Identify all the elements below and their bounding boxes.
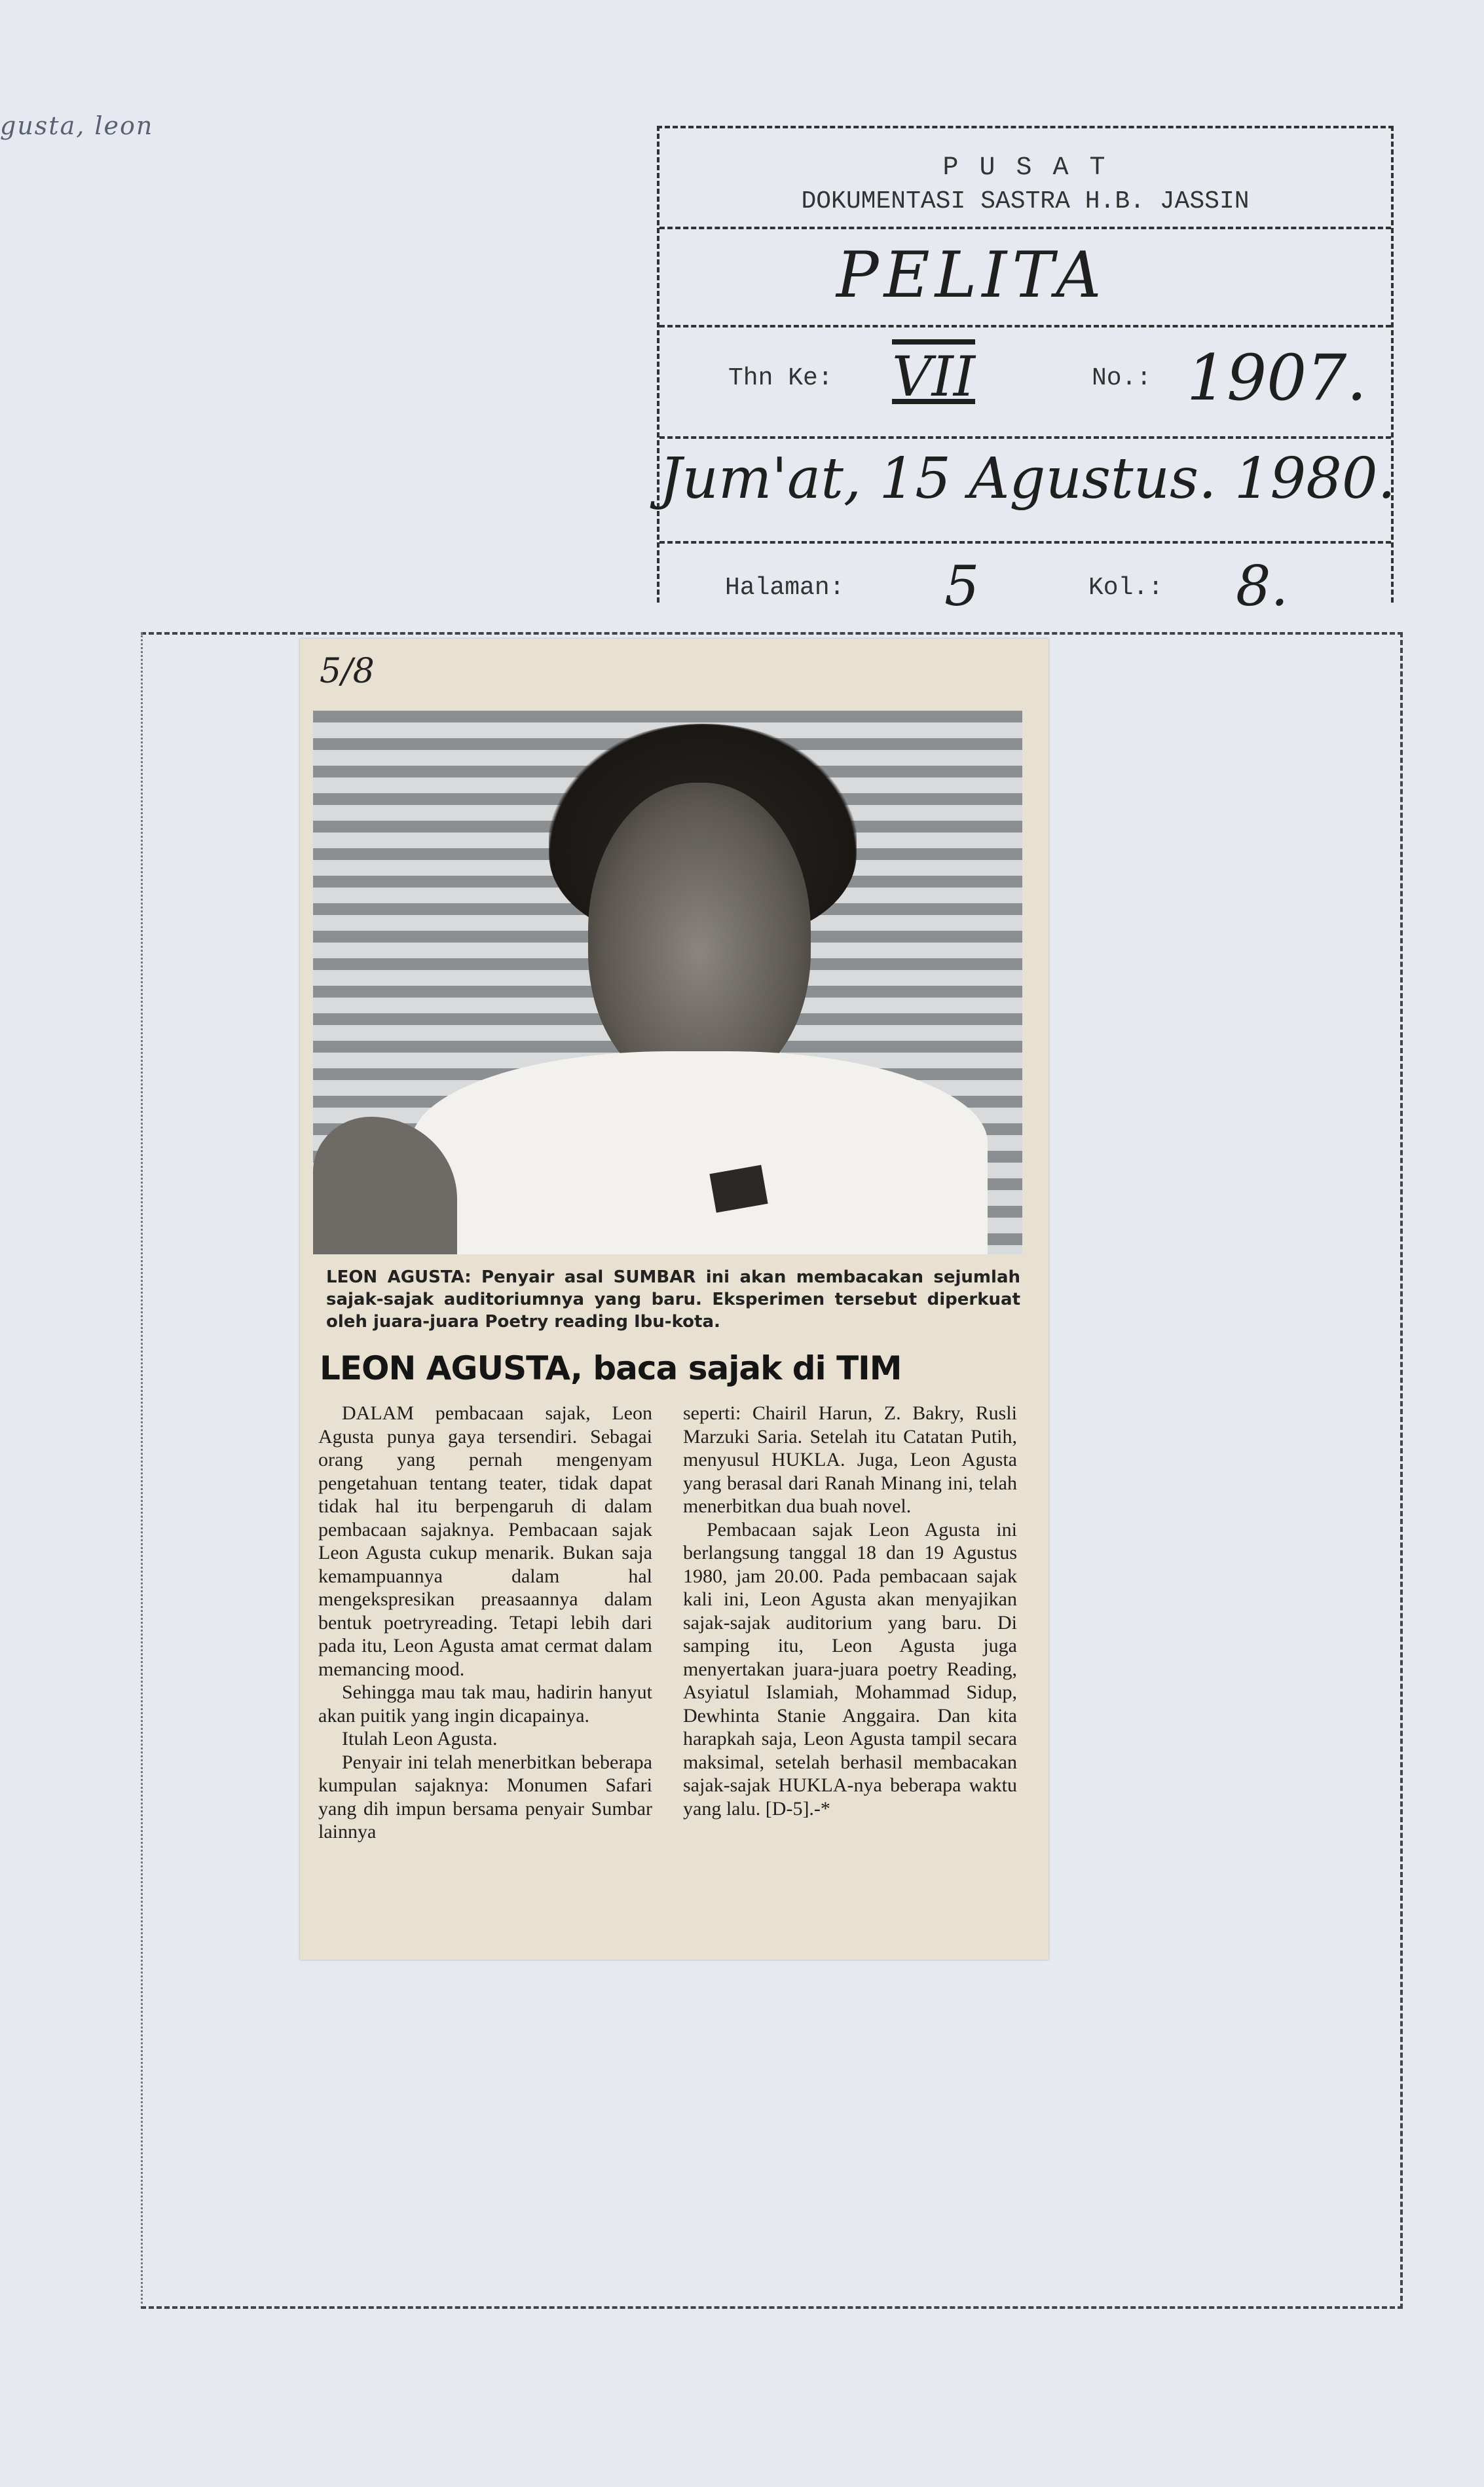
mount-border-left xyxy=(141,632,143,2304)
newspaper-clipping xyxy=(300,639,1048,1960)
photo-shirt xyxy=(411,1051,988,1254)
halaman-label: Halaman: xyxy=(725,574,845,602)
thn-label: Thn Ke: xyxy=(728,364,833,392)
article-paragraph: Pembacaan sajak Leon Agusta ini berlangsung tanggal 18 dan 19 Agustus 1980, jam 20.00. Pada pembacaan sajak kali ini, Leon Agusta akan menyajikan sajak-sajak auditorium yang baru. Di samping itu, Leon Agusta juga menyertakan juara-juara poetry Reading, Asyiatul Islamiah, Mohammad Sidup, Dewhinta Stanie Anggaira. Dan kita harapkah saja, Leon Agusta tampil secara maksimal, setelah berhasil membacakan sajak-sajak HUKLA-nya beberapa waktu yang lalu. [D-5].-* xyxy=(683,1518,1017,1820)
clipping-corner-number: 5/8 xyxy=(320,652,375,691)
portrait-photo xyxy=(313,711,1022,1254)
label-divider xyxy=(659,541,1391,544)
newspaper-name: PELITA xyxy=(836,238,1107,312)
kol-value: 8. xyxy=(1236,554,1289,618)
article-paragraph: Itulah Leon Agusta. xyxy=(342,1728,498,1749)
corner-handwritten-note: gusta, leon xyxy=(0,111,154,140)
archive-center-name: DOKUMENTASI SASTRA H.B. JASSIN xyxy=(801,187,1250,215)
archive-label-box xyxy=(657,126,1396,618)
article-paragraph: Penyair ini telah menerbitkan beberapa kumpulan sajaknya: Monumen Safari yang dih impun bersama penyair Sumbar lainnya xyxy=(318,1751,652,1842)
halaman-value: 5 xyxy=(944,554,980,618)
label-divider xyxy=(659,227,1391,229)
photo-face xyxy=(588,783,811,1091)
no-value: 1907. xyxy=(1187,341,1367,415)
no-label: No.: xyxy=(1092,364,1152,392)
article-column-1 xyxy=(318,1402,652,1844)
kol-label: Kol.: xyxy=(1088,574,1164,602)
article-column-2 xyxy=(683,1402,1017,1820)
thn-value: VII xyxy=(892,345,976,409)
article-paragraph: seperti: Chairil Harun, Z. Bakry, Rusli Marzuki Saria. Setelah itu Catatan Putih, menyusul HUKLA. Juga, Leon Agusta yang berasal dari Ranah Minang ini, telah menerbitkan dua buah novel. xyxy=(683,1402,1017,1517)
archive-center-title: P U S A T xyxy=(942,153,1108,183)
article-paragraph: Sehingga mau tak mau, hadirin hanyut akan puitik yang ingin dicapainya. xyxy=(318,1681,652,1727)
date-value: Jum'at, 15 Agustus. 1980. xyxy=(659,446,1396,512)
photo-caption: LEON AGUSTA: Penyair asal SUMBAR ini akan membacakan sejumlah sajak-sajak auditoriumnya yang baru. Eksperimen tersebut diperkuat oleh juara-juara Poetry reading Ibu-kota. xyxy=(326,1267,1020,1332)
label-divider xyxy=(659,436,1391,439)
label-divider xyxy=(659,325,1391,327)
article-paragraph: DALAM pembacaan sajak, Leon Agusta punya gaya tersendiri. Sebagai orang yang pernah mengenyam pengetahuan tentang teater, tidak dapat tidak hal itu berpengaruh di dalam pembacaan sajaknya. Pembacaan sajak Leon Agusta cukup menarik. Bukan saja kemampuannya dalam hal mengekspresikan preasaannya dalam bentuk poetryreading. Tetapi lebih dari pada itu, Leon Agusta amat cermat dalam memancing mood. xyxy=(318,1402,652,1680)
article-headline: LEON AGUSTA, baca sajak di TIM xyxy=(320,1349,902,1387)
